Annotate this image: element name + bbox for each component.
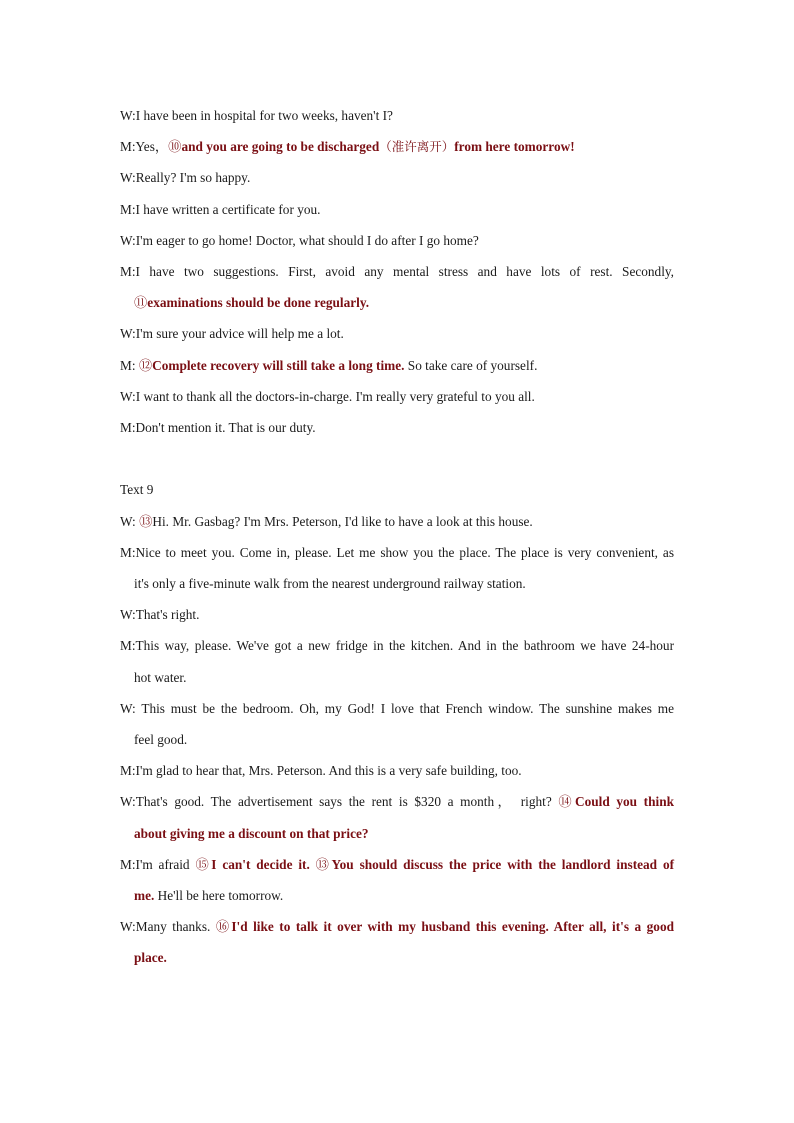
answer-marker: ⑮ (195, 856, 212, 872)
highlighted-answer: about giving me a discount on that price? (134, 825, 369, 841)
dialogue-line (120, 350, 674, 381)
dialogue-line (120, 911, 674, 942)
highlighted-answer: examinations should be done regularly. (147, 295, 370, 311)
dialogue-line (120, 786, 674, 817)
speaker-text: M:Yes， (120, 139, 169, 155)
highlighted-answer: and you are going to be discharged (181, 139, 380, 155)
dialogue-text: He'll be here tomorrow. (154, 888, 284, 904)
answer-marker: ⑯ (215, 919, 232, 935)
dialogue-line: M:This way, please. We've got a new fridge in the kitchen. And in the bathroom we have 24-hour (120, 638, 674, 654)
section-heading: Text 9 (120, 482, 154, 498)
dialogue-line: M:I'm glad to hear that, Mrs. Peterson. And this is a very safe building, too. (120, 763, 522, 779)
highlighted-answer: I'd like to talk it over with my husband this evening. After all, it's a good (231, 919, 674, 935)
dialogue-line-continued: feel good. (134, 732, 188, 748)
dialogue-line-continued: hot water. (134, 669, 187, 685)
dialogue-line: M:I have written a certificate for you. (120, 201, 321, 217)
answer-marker: ⑩ (168, 139, 182, 155)
dialogue-line-continued: it's only a five-minute walk from the nearest underground railway station. (134, 576, 526, 592)
answer-marker: ⑪ (134, 295, 148, 311)
highlighted-answer: You should discuss the price with the landlord instead of (331, 856, 675, 872)
speaker-text: W: (120, 513, 140, 529)
dialogue-line: M:Nice to meet you. Come in, please. Let me show you the place. The place is very convenient, as (120, 544, 674, 560)
dialogue-line: W:Really? I'm so happy. (120, 170, 251, 186)
dialogue-line: W:I have been in hospital for two weeks, haven't I? (120, 108, 393, 123)
highlighted-answer: I can't decide it. (211, 856, 316, 872)
dialogue-line: W: This must be the bedroom. Oh, my God! I love that French window. The sunshine makes me (120, 700, 674, 716)
dialogue-line: W:That's right. (120, 607, 200, 623)
dialogue-line: W:I'm sure your advice will help me a lot. (120, 326, 344, 342)
answer-marker: ⑭ (558, 794, 575, 810)
highlighted-answer: from here tomorrow! (454, 139, 575, 155)
dialogue-line (120, 131, 674, 162)
dialogue-line-continued (120, 287, 674, 318)
dialogue-text: So take care of yourself. (404, 357, 538, 373)
dialogue-line-continued (120, 942, 674, 973)
highlighted-answer: Could you think (574, 794, 674, 810)
dialogue-line: M:I have two suggestions. First, avoid any mental stress and have lots of rest. Secondly, (120, 264, 674, 280)
highlighted-answer: me. (134, 888, 155, 904)
highlighted-answer: Complete recovery will still take a long time. (152, 357, 405, 373)
dialogue-text: W:That's good. The advertisement says the rent is $320 a month， right? (120, 794, 559, 810)
dialogue-text: Hi. Mr. Gasbag? I'm Mrs. Peterson, I'd like to have a look at this house. (152, 513, 533, 529)
speaker-text: M: (120, 357, 139, 373)
dialogue-line (120, 506, 674, 537)
answer-marker: ⑬ (315, 856, 332, 872)
dialogue-line-continued (120, 818, 674, 849)
document-page (120, 100, 674, 974)
dialogue-line: M:Don't mention it. That is our duty. (120, 420, 316, 436)
answer-marker: ⑬ (139, 513, 153, 529)
dialogue-line: W:I'm eager to go home! Doctor, what should I do after I go home? (120, 232, 479, 248)
answer-marker: ⑫ (138, 357, 153, 373)
dialogue-line: W:I want to thank all the doctors-in-charge. I'm really very grateful to you all. (120, 388, 535, 404)
highlighted-answer: place. (134, 950, 167, 966)
dialogue-line (120, 849, 674, 880)
dialogue-text: W:Many thanks. (120, 919, 216, 935)
section-gap (120, 443, 674, 474)
chinese-gloss: （准许离开） (379, 139, 455, 155)
dialogue-line-continued (120, 880, 674, 911)
dialogue-text: M:I'm afraid (120, 856, 196, 872)
